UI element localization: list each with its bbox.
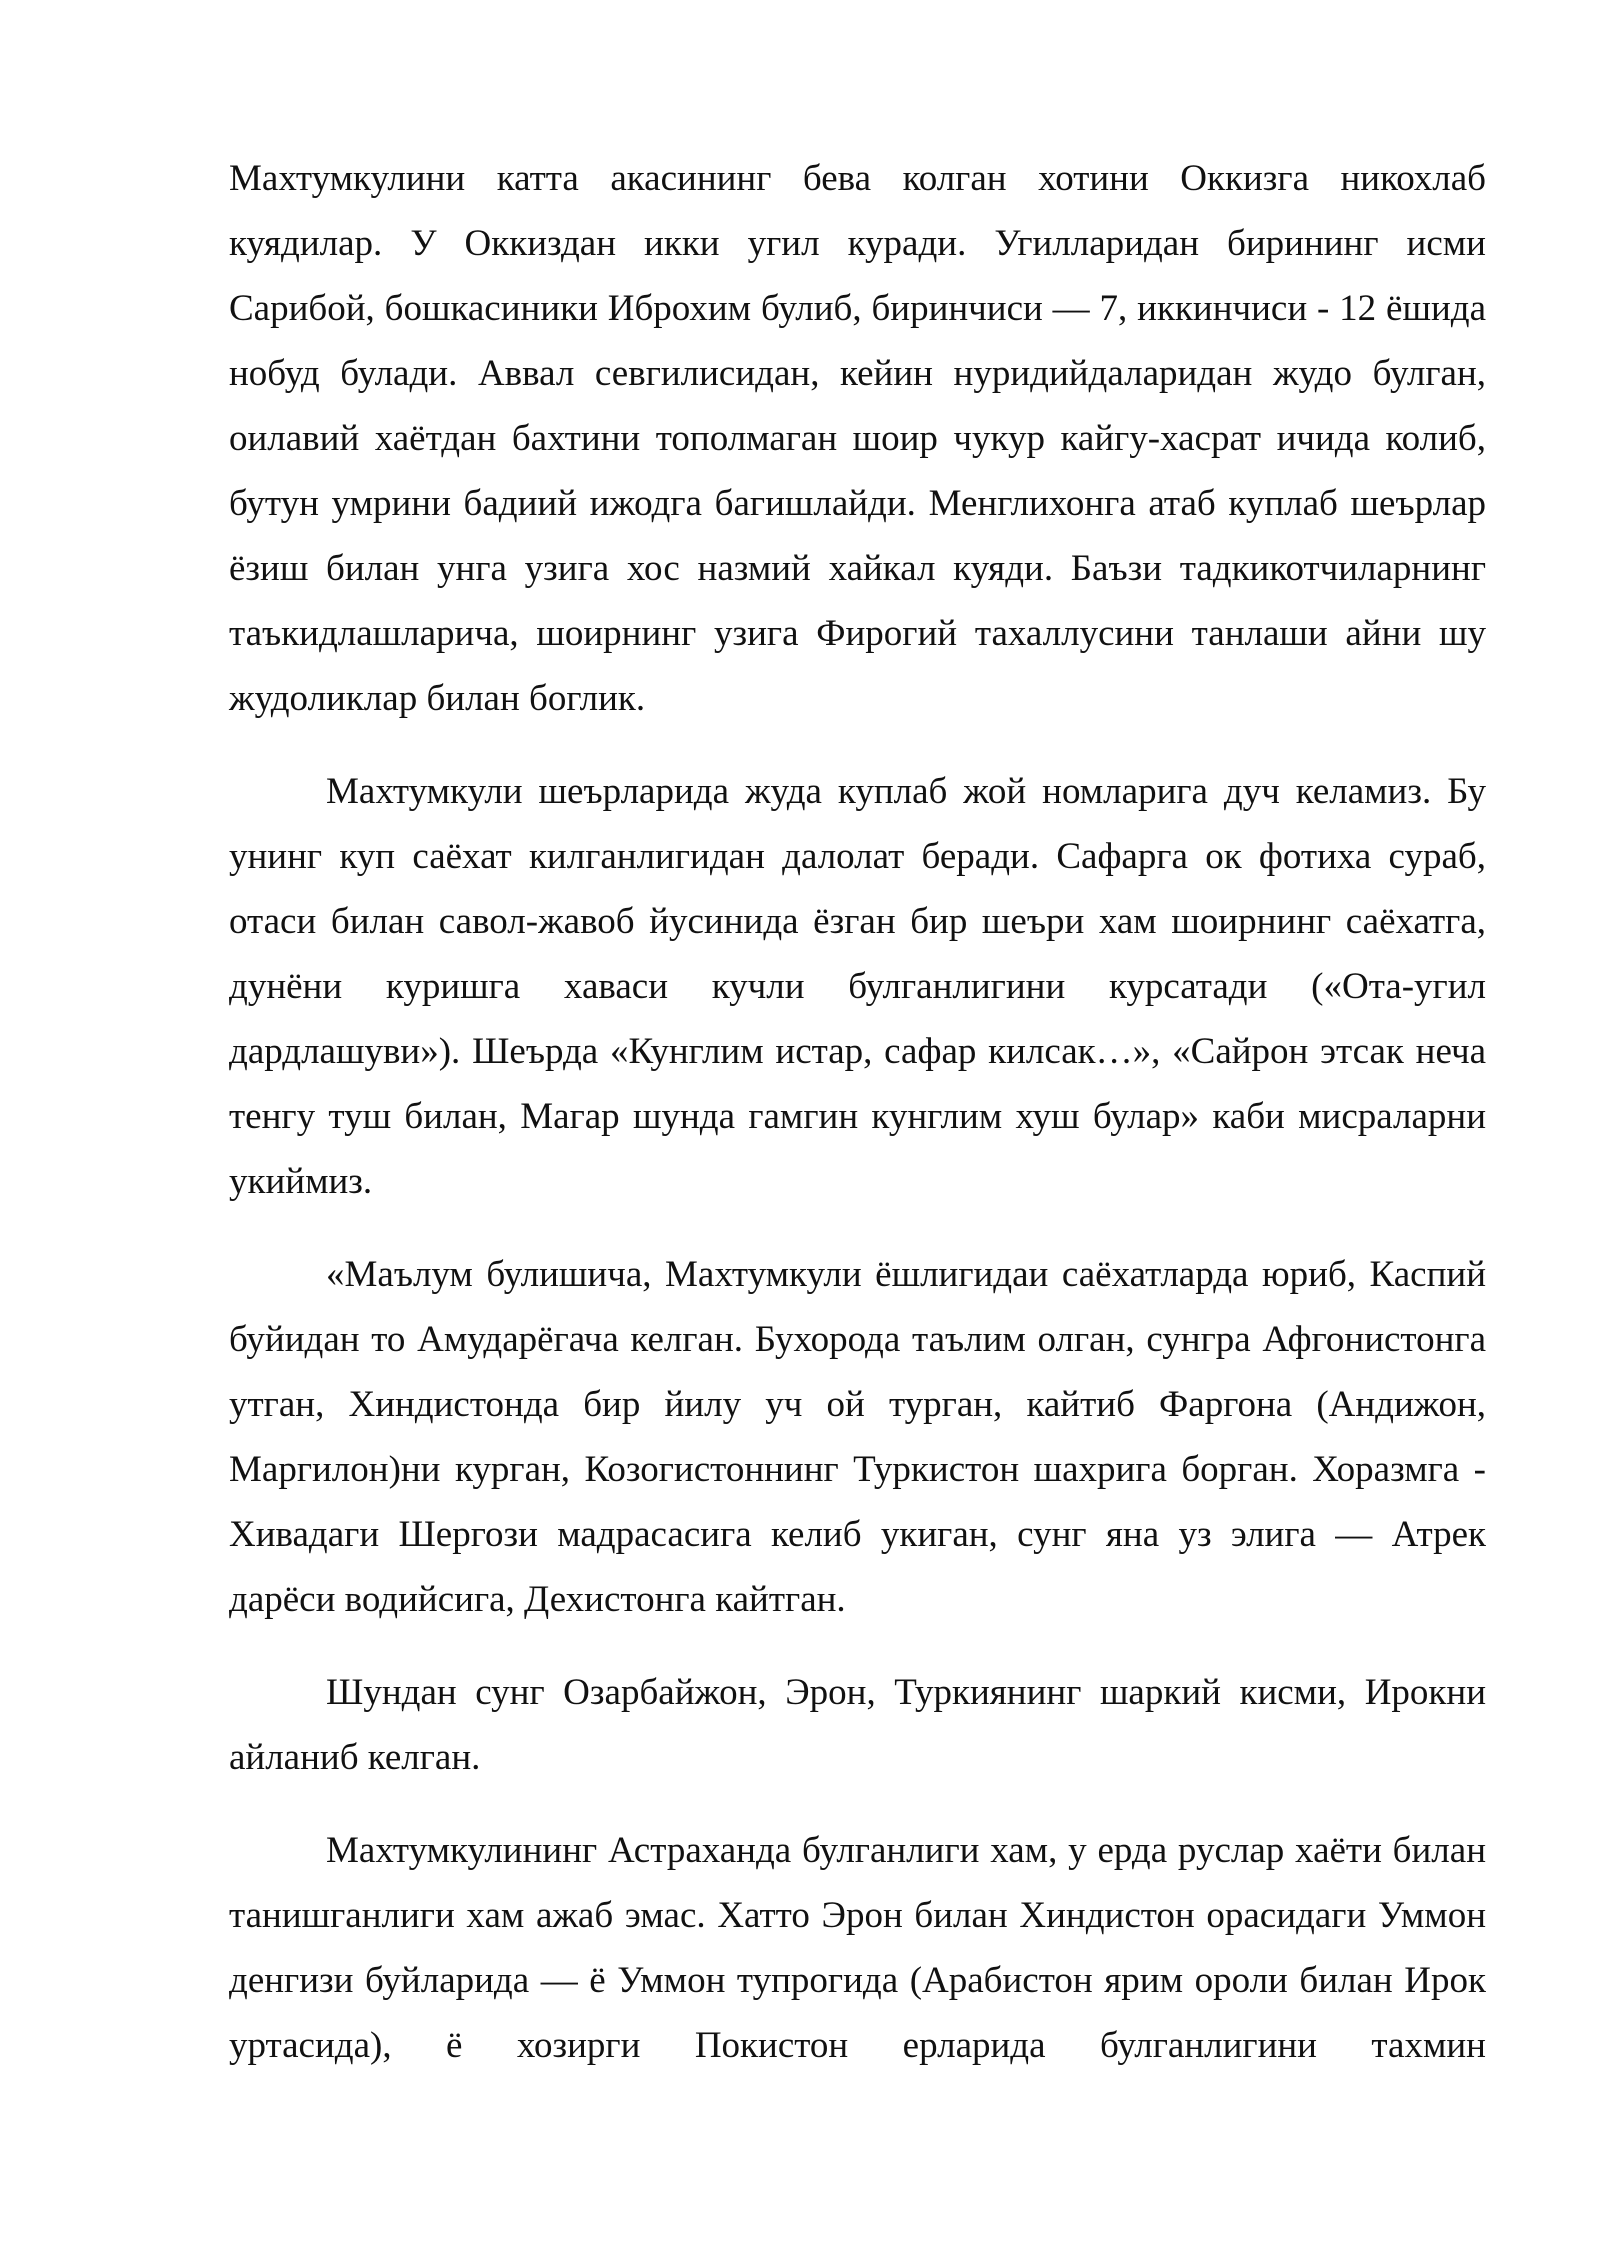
- paragraph-5: Махтумкулининг Астраханда булганлиги хам, у ерда руслар хаёти билан танишганлиги хам ажаб эмас. Хатто Эрон билан Хиндистон орасидаги Уммон денгизи буйларида — ё Уммон тупрогида (Арабистон ярим ороли билан Ирок уртасида), ё хозирги Покистон ерларида булганлигини тахмин: [229, 1830, 1486, 2066]
- document-body: [229, 146, 1486, 2106]
- paragraph-4: Шундан сунг Озарбайжон, Эрон, Туркиянинг шаркий кисми, Ирокни айланиб келган.: [229, 1672, 1486, 1778]
- paragraph-1: Махтумкулини катта акасининг бева колган хотини Оккизга никохлаб куядилар. У Оккиздан икки угил куради. Угилларидан бирининг исми Сарибой, бошкасиники Иброхим булиб, биринчиси — 7, иккинчиси - 12 ёшида нобуд булади. Аввал севгилисидан, кейин нуридийдаларидан жудо булган, оилавий хаётдан бахтини тополмаган шоир чукур кайгу-хасрат ичида колиб, бутун умрини бадиий ижодга багишлайди. Менглихонга атаб куплаб шеърлар ёзиш билан унга узига хос назмий хайкал куяди. Баъзи тадкикотчиларнинг таъкидлашларича, шоирнинг узига Фирогий тахаллусини танлаши айни шу жудоликлар билан боглик.: [229, 158, 1486, 719]
- paragraph-2: Махтумкули шеърларида жуда куплаб жой номларига дуч келамиз. Бу унинг куп саёхат килганлигидан далолат беради. Сафарга ок фотиха сураб, отаси билан савол-жавоб йусинида ёзган бир шеъри хам шоирнинг саёхатга, дунёни куришга хаваси кучли булганлигини курсатади («Ота-угил дардлашуви»). Шеърда «Кунглим истар, сафар килсак…», «Сайрон этсак неча тенгу туш билан, Магар шунда гамгин кунглим хуш булар» каби мисраларни укиймиз.: [229, 771, 1486, 1202]
- paragraph-3: «Маълум булишича, Махтумкули ёшлигидаи саёхатларда юриб, Каспий буйидан то Амударёгача келган. Бухорода таълим олган, сунгра Афгонистонга утган, Хиндистонда бир йилу уч ой турган, кайтиб Фаргона (Андижон, Маргилон)ни курган, Козогистоннинг Туркистон шахрига борган. Хоразмга - Хивадаги Шергози мадрасасига келиб укиган, сунг яна уз элига — Атрек дарёси водийсига, Дехистонга кайтган.: [229, 1254, 1486, 1620]
